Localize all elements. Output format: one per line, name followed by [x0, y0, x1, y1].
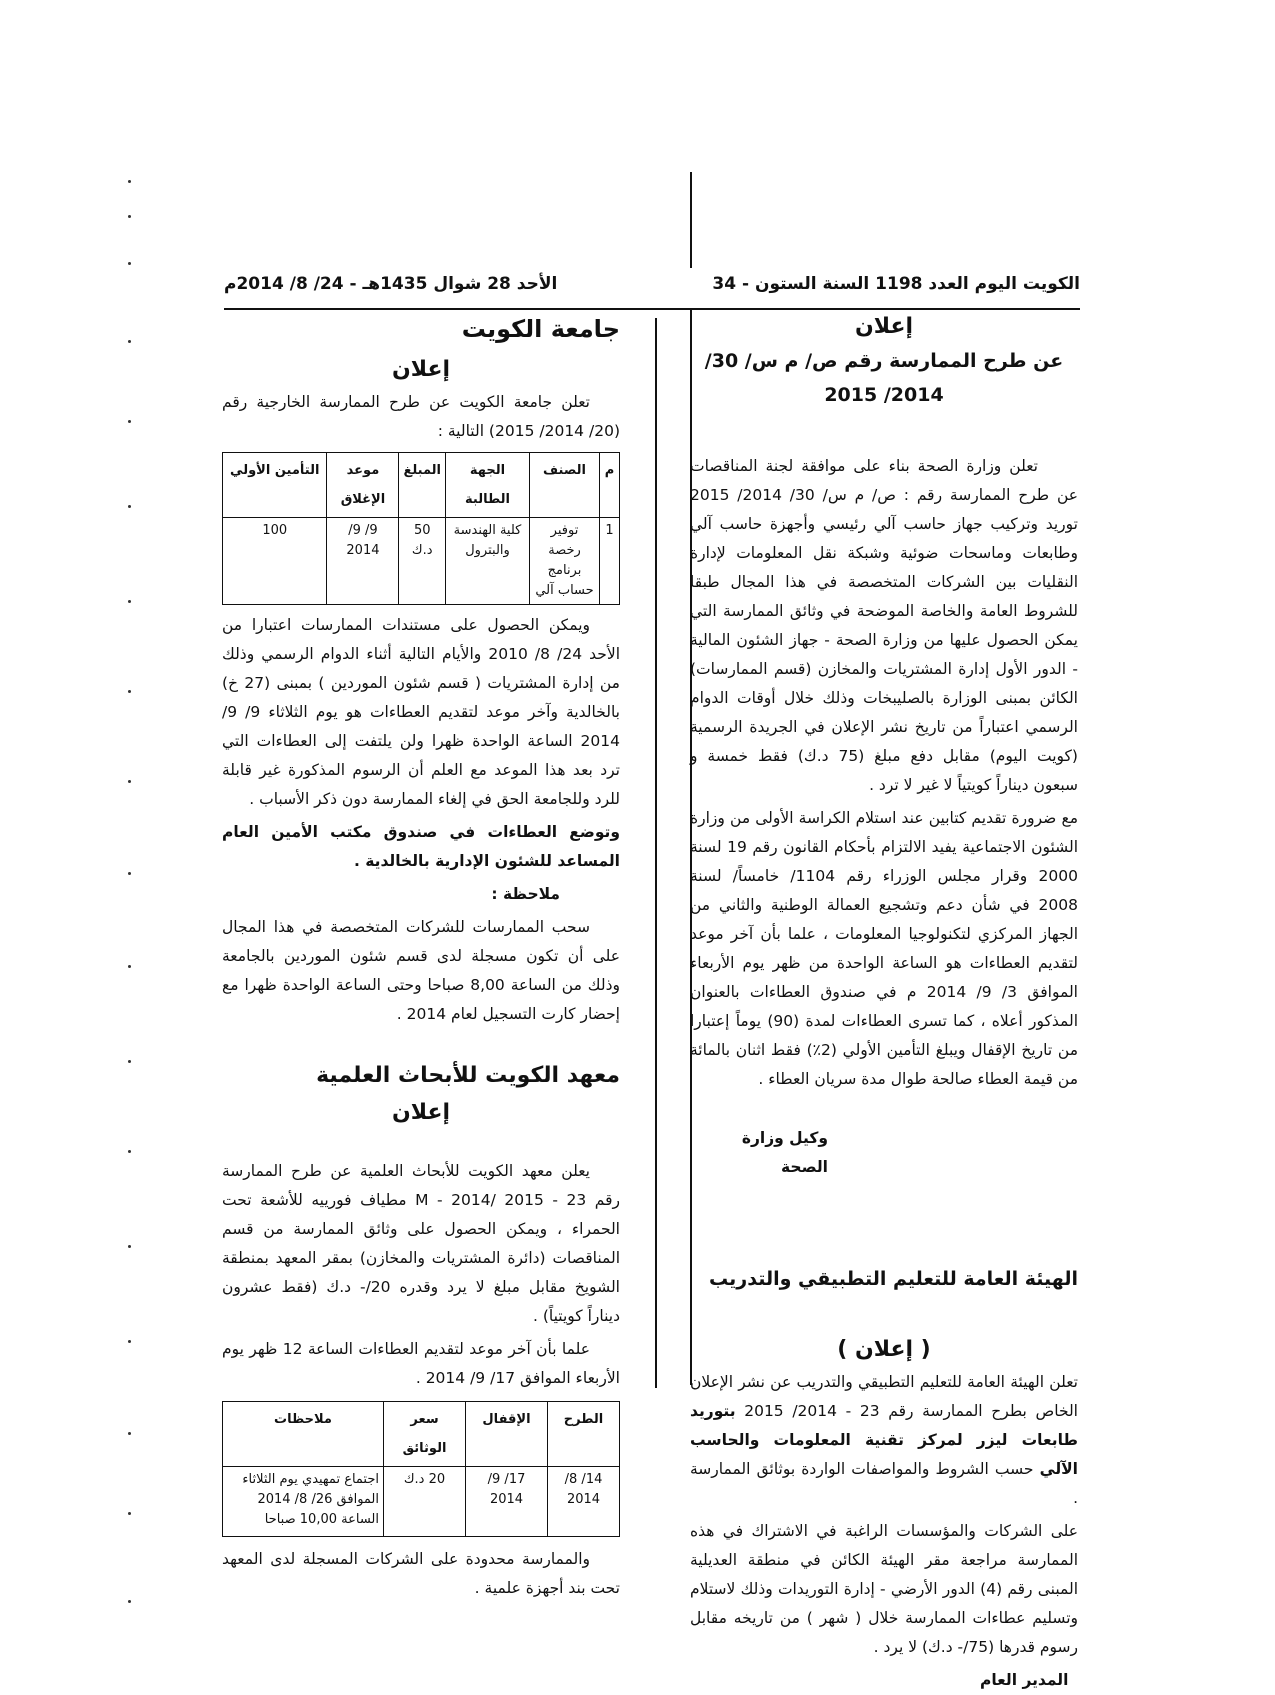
scan-dot: [128, 1432, 131, 1435]
ad-paragraph: سحب الممارسات للشركات المتخصصة في هذا المجال على أن تكون مسجلة لدى قسم شئون الموردين بالجامعة وذلك من الساعة 8,00 صباحا وحتى الساعة الواحدة ظهرا مع إحضار كارت التسجيل لعام 2014 .: [222, 918, 620, 1023]
table-header-cell: المبلغ: [399, 453, 446, 518]
table-header-cell: الصنف: [530, 453, 600, 518]
ad-title: إعلان: [854, 314, 914, 339]
org-heading: جامعة الكويت: [461, 315, 620, 343]
scan-dot: [128, 340, 131, 343]
table-cell: 50 د.ك: [399, 518, 446, 605]
ad-subtitle: عن طرح الممارسة رقم ص/ م س/ 30/ 2014/ 2015: [704, 350, 1064, 406]
table-header-cell: الطرح: [548, 1402, 620, 1467]
ad-title: إعلان: [391, 357, 451, 382]
ad-paragraph: ويمكن الحصول على مستندات الممارسات اعتبارا من الأحد 24/ 8/ 2010 والأيام التالية أثناء الدوام الرسمي وذلك من إدارة المشتريات ( قسم شئون الموردين ) بمبنى (27 خ) بالخالدية وآخر موعد لتقديم العطاءات هو يوم الثلاثاء 9/ 9/ 2014 الساعة الواحدة ظهرا ولن يلتفت إلى العطاءات التي ترد بعد هذا الموعد مع العلم أن الرسوم المذكورة غير قابلة للرد وللجامعة الحق في إلغاء الممارسة دون ذكر الأسباب .: [222, 616, 621, 808]
table-header-cell: الإقفال: [466, 1402, 548, 1467]
table-header-row: [223, 453, 620, 518]
left-column: [222, 310, 620, 1607]
ad-title: إعلان: [391, 1100, 451, 1125]
table-cell: كلية الهندسة والبترول: [446, 518, 530, 605]
table-header-cell: الجهة الطالبة: [446, 453, 530, 518]
scan-dot: [128, 215, 131, 218]
table-header-cell: التأمين الأولي: [223, 453, 327, 518]
page-header: [224, 266, 1080, 310]
table-row: [223, 518, 620, 605]
scan-dot: [128, 1512, 131, 1515]
ad-paragraph: تعلن جامعة الكويت عن طرح الممارسة الخارجية رقم (20/ 2014/ 2015) التالية :: [222, 393, 620, 440]
ad-paragraph: تعلن وزارة الصحة بناء على موافقة لجنة المناقصات عن طرح الممارسة رقم : ص/ م س/ 30/ 2014/ 2015 توريد وتركيب جهاز حاسب آلي رئيسي وأجهزة حاسب آلي وطابعات وماسحات ضوئية وشبكة نقل المعلومات لإدارة النقليات بين الشركات المتخصصة في هذا المجال طبقا للشروط العامة والخاصة الموضحة في وثائق الممارسة التي يمكن الحصول عليها من وزارة الصحة - جهاز الشئون المالية - الدور الأول إدارة المشتريات والمخازن (قسم الممارسات) الكائن بمبنى الوزارة بالصليبخات وذلك خلال أوقات الدوام الرسمي اعتباراً من تاريخ نشر الإعلان في الجريدة الرسمية (كويت اليوم) مقابل دفع مبلغ (75 د.ك) فقط خمسة و سبعون ديناراً كويتياً لا غير لا ترد .: [690, 457, 1078, 794]
scan-dot: [128, 1245, 131, 1248]
scan-dot: [128, 505, 131, 508]
table-row: [223, 1467, 620, 1537]
table-header-cell: موعد الإغلاق: [327, 453, 399, 518]
ad-paragraph-bold: وتوضع العطاءات في صندوق مكتب الأمين العام المساعد للشئون الإدارية بالخالدية .: [222, 823, 620, 870]
table-cell: 1: [600, 518, 620, 605]
table-header-row: [223, 1402, 620, 1467]
table-cell: اجتماع تمهيدي يوم الثلاثاء الموافق 26/ 8/ 2014 الساعة 10,00 صباحا: [223, 1467, 384, 1537]
ad-paragraph: مع ضرورة تقديم كتابين عند استلام الكراسة الأولى من وزارة الشئون الاجتماعية يفيد الالتزام بأحكام القانون رقم 19 لسنة 2000 وقرار مجلس الوزراء رقم 1104/ خامساً/ لسنة 2008 في شأن دعم وتشجيع العمالة الوطنية والثاني من الجهاز المركزي لتكنولوجيا المعلومات ، علما بأن آخر موعد لتقديم العطاءات هو الساعة الواحدة من ظهر يوم الأربعاء الموافق 3/ 9/ 2014 م في صندوق العطاءات بالعنوان المذكور أعلاه ، كما تسرى العطاءات لمدة (90) يوماً إعتبارا من تاريخ الإقفال ويبلغ التأمين الأولي (2٪) فقط اثنان بالمائة من قيمة العطاء صالحة طوال مدة سريان العطاء .: [690, 809, 1079, 1088]
scan-dot: [128, 872, 131, 875]
ad-paragraph: يعلن معهد الكويت للأبحاث العلمية عن طرح الممارسة رقم 23 - M - 2014/ 2015 مطياف فورييه للأشعة تحت الحمراء ، ويمكن الحصول على وثائق الممارسة من قسم المناقصات (دائرة المشتريات والمخازن) بمقر المعهد بمنطقة الشويخ مقابل مبلغ لا يرد وقدره 20/- د.ك (فقط عشرون ديناراً كويتياً) .: [222, 1162, 620, 1325]
ad-paragraph: والممارسة محدودة على الشركات المسجلة لدى المعهد تحت بند أجهزة علمية .: [222, 1550, 620, 1597]
scan-dot: [128, 420, 131, 423]
ad-paragraph: على الشركات والمؤسسات الراغبة في الاشتراك في هذه الممارسة مراجعة مقر الهيئة الكائن في منطقة العديلية المبنى رقم (4) الدور الأرضي - إدارة التوريدات وذلك لاستلام وتسليم عطاءات الممارسة خلال ( شهر ) من تاريخه مقابل رسوم قدرها (75/- د.ك) لا يرد .: [690, 1522, 1079, 1656]
scan-dot: [128, 1600, 131, 1603]
table-cell: 17/ 9/ 2014: [466, 1467, 548, 1537]
table-cell: توفير رخصة برنامج حساب آلي: [530, 518, 600, 605]
ad-paragraph: [690, 1368, 1078, 1513]
column-divider: [690, 172, 692, 268]
scan-dot: [128, 262, 131, 265]
scan-dot: [128, 965, 131, 968]
institute-table: [222, 1401, 620, 1537]
scan-dot: [128, 1340, 131, 1343]
header-issue-info: الكويت اليوم العدد 1198 السنة الستون - 34: [712, 274, 1080, 294]
ad-signature: المدير العام: [980, 1671, 1069, 1689]
ad-text-bold: بتوريد طابعات ليزر لمركز تقنية المعلومات والحاسب الآلي: [690, 1402, 1078, 1478]
table-header-cell: ملاحظات: [223, 1402, 384, 1467]
column-divider: [655, 318, 657, 1388]
table-header-cell: سعر الوثائق: [384, 1402, 466, 1467]
scan-dot: [128, 1060, 131, 1063]
org-heading: معهد الكويت للأبحاث العلمية: [316, 1063, 620, 1088]
org-heading: الهيئة العامة للتعليم التطبيقي والتدريب: [709, 1268, 1078, 1290]
ad-text: حسب الشروط والمواصفات الواردة بوثائق الممارسة .: [690, 1460, 1078, 1507]
table-cell: 9/ 9/ 2014: [327, 518, 399, 605]
scan-dot: [128, 1150, 131, 1153]
table-cell: 14/ 8/ 2014: [548, 1467, 620, 1537]
note-label: ملاحظة :: [491, 885, 560, 903]
scan-dot: [128, 600, 131, 603]
header-date: الأحد 28 شوال 1435هـ - 24/ 8/ 2014م: [224, 274, 558, 294]
table-cell: 20 د.ك: [384, 1467, 466, 1537]
scan-dot: [128, 780, 131, 783]
scan-dot: [128, 690, 131, 693]
table-cell: 100: [223, 518, 327, 605]
ad-title: ( إعلان ): [837, 1337, 931, 1362]
ad-text: تعلن الهيئة العامة للتعليم التطبيقي والتدريب عن نشر الإعلان الخاص بطرح الممارسة رقم 23 - 2014/ 2015: [690, 1373, 1078, 1420]
university-table: [222, 452, 620, 605]
right-column: [690, 310, 1078, 1695]
scan-dot: [128, 180, 131, 183]
ad-signature: وكيل وزارة الصحة: [741, 1129, 828, 1176]
table-header-cell: م: [600, 453, 620, 518]
ad-paragraph: علما بأن آخر موعد لتقديم العطاءات الساعة 12 ظهر يوم الأربعاء الموافق 17/ 9/ 2014 .: [222, 1340, 620, 1387]
